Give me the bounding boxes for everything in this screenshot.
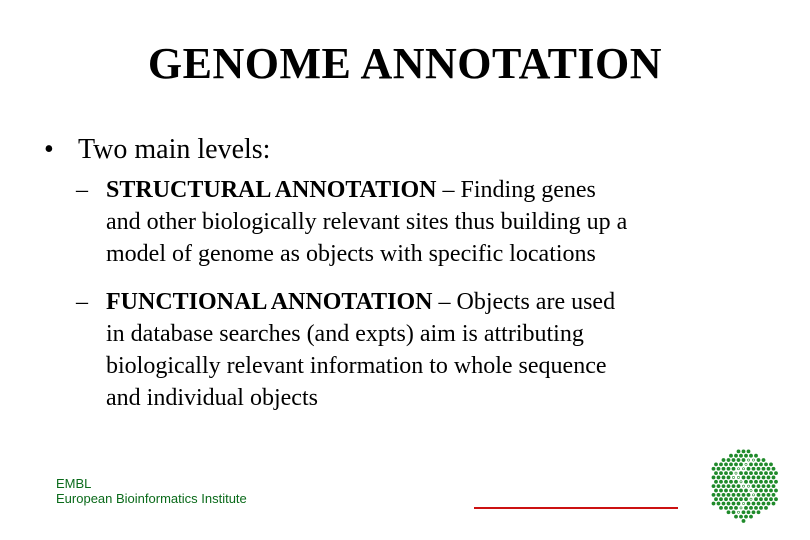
logo-dot: [769, 463, 773, 467]
logo-dot: [714, 463, 718, 467]
bullet-marker: •: [44, 134, 54, 165]
slide-title: GENOME ANNOTATION: [147, 39, 663, 88]
logo-dot: [734, 454, 738, 458]
logo-dot: [742, 510, 746, 514]
logo-dot: [737, 493, 741, 497]
logo-dot: [757, 458, 761, 462]
logo-dot: [729, 480, 733, 484]
logo-dot: [772, 467, 776, 471]
logo-dot: [737, 458, 741, 462]
logo-dot: [749, 480, 753, 484]
logo-dot: [759, 480, 763, 484]
logo-dot: [774, 489, 778, 493]
logo-dot: [737, 449, 741, 453]
logo-dot: [712, 484, 716, 488]
logo-dot: [762, 467, 766, 471]
subpoint-line: [106, 289, 615, 315]
footer-organization: [56, 476, 247, 506]
logo-dot: [754, 463, 758, 467]
logo-dot: [744, 497, 748, 501]
logo-dot: [747, 449, 751, 453]
logo-dot: [754, 480, 758, 484]
logo-dot: [719, 471, 723, 475]
subpoint-line: [106, 177, 596, 203]
logo-dot: [729, 463, 733, 467]
logo-dot: [764, 497, 768, 501]
logo-dot: [714, 489, 718, 493]
subpoint-functional: [76, 286, 736, 414]
logo-dot: [727, 510, 731, 514]
logo-dot: [719, 497, 723, 501]
main-bullet: [44, 133, 270, 167]
logo-dot: [752, 510, 756, 514]
logo-dot: [754, 489, 758, 493]
logo-dot: [719, 480, 723, 484]
logo-dot: [764, 480, 768, 484]
logo-dot: [717, 502, 721, 506]
logo-dot: [752, 476, 756, 480]
logo-dot: [764, 463, 768, 467]
logo-dot: [724, 463, 728, 467]
subpoint-line: and other biologically relevant sites thus building up a: [106, 209, 628, 235]
logo-dot: [767, 502, 771, 506]
logo-dot: [712, 493, 716, 497]
logo-dot: [737, 502, 741, 506]
logo-dot: [735, 472, 737, 474]
logo-dot: [774, 471, 778, 475]
logo-dot: [757, 493, 761, 497]
logo-dot: [724, 480, 728, 484]
logo-dot: [712, 476, 716, 480]
logo-dot: [732, 493, 736, 497]
bullet-text: Two main levels:: [78, 134, 271, 165]
logo-dot: [722, 493, 726, 497]
logo-dot: [719, 506, 723, 510]
logo-dot: [754, 454, 758, 458]
logo-dot: [722, 467, 726, 471]
subpoint-body: [76, 286, 736, 414]
logo-dot: [742, 502, 744, 504]
logo-dot: [742, 493, 746, 497]
logo-dot: [722, 458, 726, 462]
logo-dot: [729, 497, 733, 501]
subpoint-lead: STRUCTURAL ANNOTATION: [106, 177, 437, 203]
logo-dot: [744, 515, 748, 519]
logo-dot: [717, 484, 721, 488]
org-short-name: EMBL: [56, 476, 92, 491]
logo-dot: [727, 467, 731, 471]
logo-dot: [744, 489, 748, 493]
logo-dot: [749, 471, 753, 475]
logo-dot: [742, 476, 746, 480]
logo-dot: [740, 507, 742, 509]
logo-dot: [724, 506, 728, 510]
logo-dot: [754, 471, 758, 475]
logo-dot: [744, 471, 748, 475]
subpoint-line-text: – Objects are used: [432, 289, 616, 315]
logo-dot: [759, 471, 763, 475]
logo-dot: [739, 454, 743, 458]
logo-dot: [774, 497, 778, 501]
logo-dot: [747, 476, 751, 480]
logo-dot: [739, 497, 743, 501]
logo-dot: [737, 476, 739, 478]
logo-dot: [742, 458, 746, 462]
logo-dot: [762, 484, 766, 488]
logo-dot: [727, 493, 731, 497]
logo-dot: [734, 506, 738, 510]
logo-dot: [744, 506, 748, 510]
logo-dot: [759, 506, 763, 510]
subpoint-line-text: – Finding genes: [436, 177, 596, 203]
logo-dot: [769, 480, 773, 484]
logo-dot: [757, 502, 761, 506]
logo-dot: [752, 494, 754, 496]
logo-dot: [745, 463, 747, 465]
logo-dot: [724, 497, 728, 501]
logo-dot: [712, 502, 716, 506]
footer-divider: [474, 507, 678, 509]
logo-dot: [712, 467, 716, 471]
logo-dot: [754, 497, 758, 501]
subpoint-lead: FUNCTIONAL ANNOTATION: [106, 289, 433, 315]
logo-dot: [729, 489, 733, 493]
logo-dot: [749, 463, 753, 467]
logo-dot: [717, 476, 721, 480]
logo-dot: [727, 458, 731, 462]
logo-dot: [764, 506, 768, 510]
logo-dot: [749, 454, 753, 458]
logo-dot: [732, 510, 736, 514]
logo-dot: [749, 515, 753, 519]
logo-dot: [722, 476, 726, 480]
logo-dot: [737, 511, 739, 513]
subpoint-structural: [76, 174, 736, 270]
logo-dot: [752, 484, 756, 488]
logo-dot: [732, 458, 736, 462]
subpoint-body: [76, 174, 736, 270]
logo-dot: [747, 493, 751, 497]
logo-dot: [754, 506, 758, 510]
logo-dot: [762, 458, 766, 462]
subpoint-line: biologically relevant information to whole sequence: [106, 353, 607, 379]
logo-dot: [737, 468, 739, 470]
logo-dot: [747, 502, 751, 506]
logo-dot: [747, 459, 749, 461]
logo-dot: [759, 497, 763, 501]
logo-dot: [727, 476, 731, 480]
logo-dot: [739, 471, 743, 475]
subpoint-dash: –: [76, 289, 88, 315]
logo-dot: [752, 502, 756, 506]
logo-dot: [762, 502, 766, 506]
logo-dot: [762, 493, 766, 497]
logo-dot: [772, 502, 776, 506]
logo-dot: [772, 476, 776, 480]
logo-dot: [749, 506, 753, 510]
logo-dot: [739, 489, 743, 493]
logo-dot: [734, 515, 738, 519]
logo-dot: [744, 480, 748, 484]
logo-dot: [764, 489, 768, 493]
logo-dot: [757, 476, 761, 480]
logo-dot: [719, 489, 723, 493]
logo-dot: [767, 476, 771, 480]
logo-dot: [769, 471, 773, 475]
logo-dot: [759, 489, 763, 493]
logo-dot: [747, 510, 751, 514]
subpoint-dash: –: [76, 177, 88, 203]
logo-dot: [762, 476, 766, 480]
logo-dot: [742, 449, 746, 453]
logo-dot: [739, 515, 743, 519]
logo-dot: [724, 471, 728, 475]
subpoint-line: model of genome as objects with specific locations: [106, 241, 596, 267]
logo-dot: [732, 484, 736, 488]
logo-dot: [769, 497, 773, 501]
org-full-name: European Bioinformatics Institute: [56, 491, 247, 506]
logo-dot: [747, 467, 751, 471]
logo-dot: [732, 467, 736, 471]
logo-dot: [740, 481, 742, 483]
logo-dot: [729, 471, 733, 475]
logo-dot: [747, 485, 749, 487]
logo-dot: [734, 489, 738, 493]
logo-dot: [742, 485, 744, 487]
logo-dot: [717, 467, 721, 471]
logo-dot: [757, 510, 761, 514]
logo-dot: [734, 463, 738, 467]
logo-dot: [727, 484, 731, 488]
logo-dot: [757, 484, 761, 488]
logo-dot: [767, 484, 771, 488]
logo-dot: [764, 471, 768, 475]
logo-dot: [742, 468, 744, 470]
logo-dot: [774, 480, 778, 484]
logo-dot: [750, 498, 752, 500]
logo-dot: [744, 454, 748, 458]
logo-dot: [759, 463, 763, 467]
logo-dot: [727, 502, 731, 506]
subpoint-line: in database searches (and expts) aim is attributing: [106, 321, 584, 347]
logo-dot: [767, 493, 771, 497]
logo-dot: [757, 467, 761, 471]
logo-dot: [722, 502, 726, 506]
logo-dot: [752, 467, 756, 471]
embl-hexagon-logo-icon: [704, 443, 784, 527]
logo-dot: [724, 489, 728, 493]
logo-dot: [722, 484, 726, 488]
logo-dot: [714, 497, 718, 501]
subpoint-line: and individual objects: [106, 385, 318, 411]
logo-dot: [769, 489, 773, 493]
logo-dot: [739, 463, 743, 467]
logo-dot: [772, 493, 776, 497]
logo-dot: [714, 471, 718, 475]
logo-dot: [732, 476, 734, 478]
logo-dot: [714, 480, 718, 484]
logo-dot: [737, 484, 741, 488]
logo-dot: [719, 463, 723, 467]
logo-dot: [772, 484, 776, 488]
logo-dot: [729, 454, 733, 458]
logo-dot: [767, 467, 771, 471]
logo-dot: [750, 489, 752, 491]
logo-dot: [732, 502, 736, 506]
logo-dot: [729, 506, 733, 510]
logo-dot: [734, 497, 738, 501]
logo-dot: [734, 480, 738, 484]
logo-dot: [752, 459, 754, 461]
logo-dot: [742, 519, 746, 523]
logo-dot: [717, 493, 721, 497]
